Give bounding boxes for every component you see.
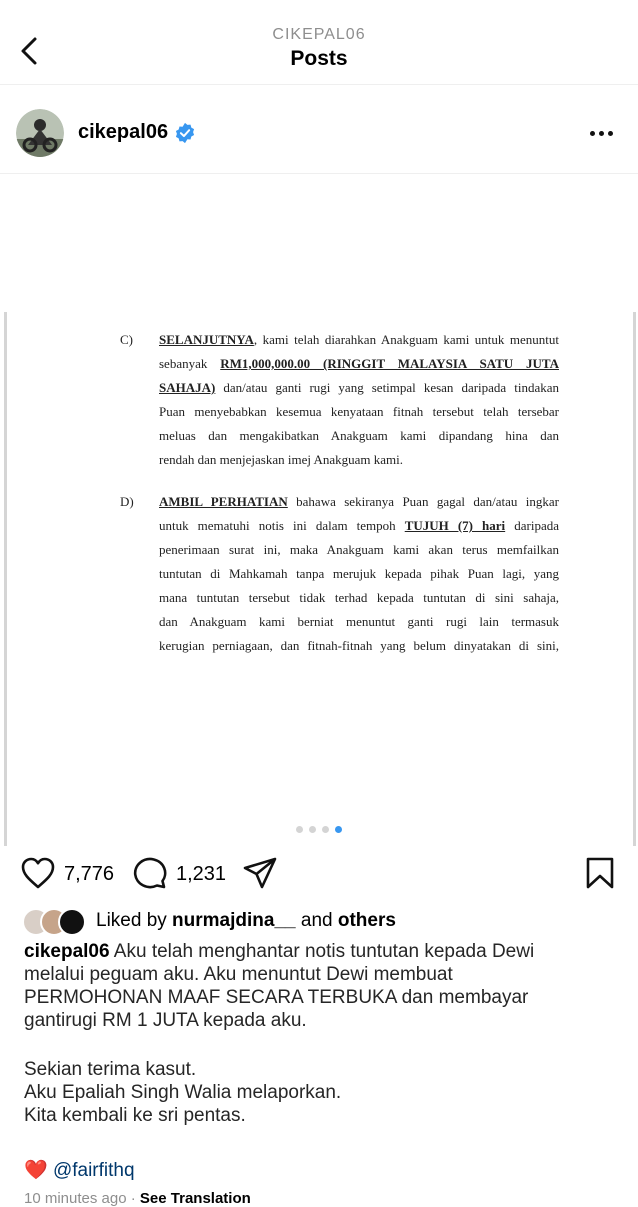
avatar[interactable] xyxy=(16,109,64,157)
doc-line: AMBIL PERHATIAN bahawa sekiranya Puan gagal dan/atau ingkar xyxy=(159,494,560,509)
caption-line: Aku Epaliah Singh Walia melaporkan. xyxy=(24,1082,342,1103)
doc-line: kerugian perniagaan, dan fitnah-fitnah yang belum dinyatakan di sini, xyxy=(159,638,559,653)
carousel-indicator xyxy=(0,826,638,833)
caption-line: PERMOHONAN MAAF SECARA TERBUKA dan membayar xyxy=(24,987,529,1008)
doc-line: dan Anakguam kami berniat menuntut ganti rugi lain termasuk xyxy=(159,614,559,629)
top-bar xyxy=(0,0,638,85)
liker-username[interactable]: nurmajdina__ xyxy=(172,910,296,931)
bookmark-icon[interactable] xyxy=(584,856,616,890)
doc-line: mana tuntutan tersebut tidak terhad kepada tuntutan di sini sahaja, xyxy=(159,590,559,605)
header-username: CIKEPAL06 xyxy=(272,26,366,43)
carousel-dot xyxy=(309,826,316,833)
carousel-dot xyxy=(296,826,303,833)
post-media[interactable] xyxy=(0,174,638,840)
post-header xyxy=(0,85,638,174)
item-marker: C) xyxy=(120,332,133,347)
action-bar xyxy=(0,852,638,896)
post-username[interactable]: cikepal06 xyxy=(78,121,169,143)
mention-link[interactable]: @fairfithq xyxy=(52,1160,135,1181)
caption-line: gantirugi RM 1 JUTA kepada aku. xyxy=(24,1010,307,1031)
comments-count[interactable]: 1,231 xyxy=(176,863,227,885)
doc-line: tuntutan di Mahkamah tanpa merujuk kepada pihak Puan lagi, yang xyxy=(159,566,559,581)
more-options-icon[interactable] xyxy=(590,123,620,135)
doc-line: penerimaan surat ini, maka Anakguam kami akan terus memfailkan xyxy=(159,542,559,557)
doc-line: Puan menyebabkan kesemua kenyataan fitnah tersebut telah tersebar xyxy=(159,404,559,419)
comment-icon[interactable] xyxy=(132,856,168,890)
see-translation-link[interactable]: See Translation xyxy=(139,1190,251,1207)
liked-by-text: Liked by nurmajdina__ and others xyxy=(96,910,396,931)
caption-line: Sekian terima kasut. xyxy=(24,1059,197,1080)
liker-avatar xyxy=(58,908,86,936)
likes-count[interactable]: 7,776 xyxy=(64,863,115,885)
doc-line: SELANJUTNYA, kami telah diarahkan Anakguam kami untuk menuntut xyxy=(159,332,559,347)
doc-line: rendah dan menjejaskan imej Anakguam kami. xyxy=(159,452,404,467)
doc-line: SAHAJA) dan/atau ganti rugi yang setimpal kesan daripada tindakan xyxy=(159,380,559,395)
doc-line: untuk mematuhi notis ini dalam tempoh TUJUH (7) hari daripada xyxy=(159,518,559,533)
page-title: Posts xyxy=(290,47,348,70)
doc-line: sebanyak RM1,000,000.00 (RINGGIT MALAYSIA SATU JUTA xyxy=(159,356,560,371)
doc-line: meluas dan mengakibatkan Anakguam kami dipandang hina dan xyxy=(159,428,559,443)
caption-line: melalui peguam aku. Aku menuntut Dewi membuat xyxy=(24,964,453,985)
carousel-dot xyxy=(322,826,329,833)
document-image xyxy=(4,312,636,846)
item-marker: D) xyxy=(120,494,134,509)
carousel-dot-active xyxy=(335,826,342,833)
caption-line: Kita kembali ke sri pentas. xyxy=(24,1105,246,1126)
post-timestamp: 10 minutes ago xyxy=(24,1190,127,1207)
post-meta: 10 minutes ago · See Translation xyxy=(24,1190,251,1207)
caption-username[interactable]: cikepal06 xyxy=(24,941,110,962)
heart-emoji-icon: ❤️ xyxy=(24,1160,48,1181)
caption-tag-row xyxy=(24,1158,135,1182)
like-heart-icon[interactable] xyxy=(20,856,56,890)
share-send-icon[interactable] xyxy=(242,856,278,890)
verified-badge-icon xyxy=(174,122,196,144)
others-link[interactable]: others xyxy=(337,910,396,931)
post-caption: cikepal06 Aku telah menghantar notis tuntutan kepada Dewi melalui peguam aku. Aku menuntut Dewi membuat PERMOHONAN MAAF SECARA TERBUKA dan membayar gantirugi RM 1 JUTA kepada aku. Sekian terima kasut. Aku Epaliah Singh Walia melaporkan. Kita kembali ke sri pentas. xyxy=(24,940,624,1127)
